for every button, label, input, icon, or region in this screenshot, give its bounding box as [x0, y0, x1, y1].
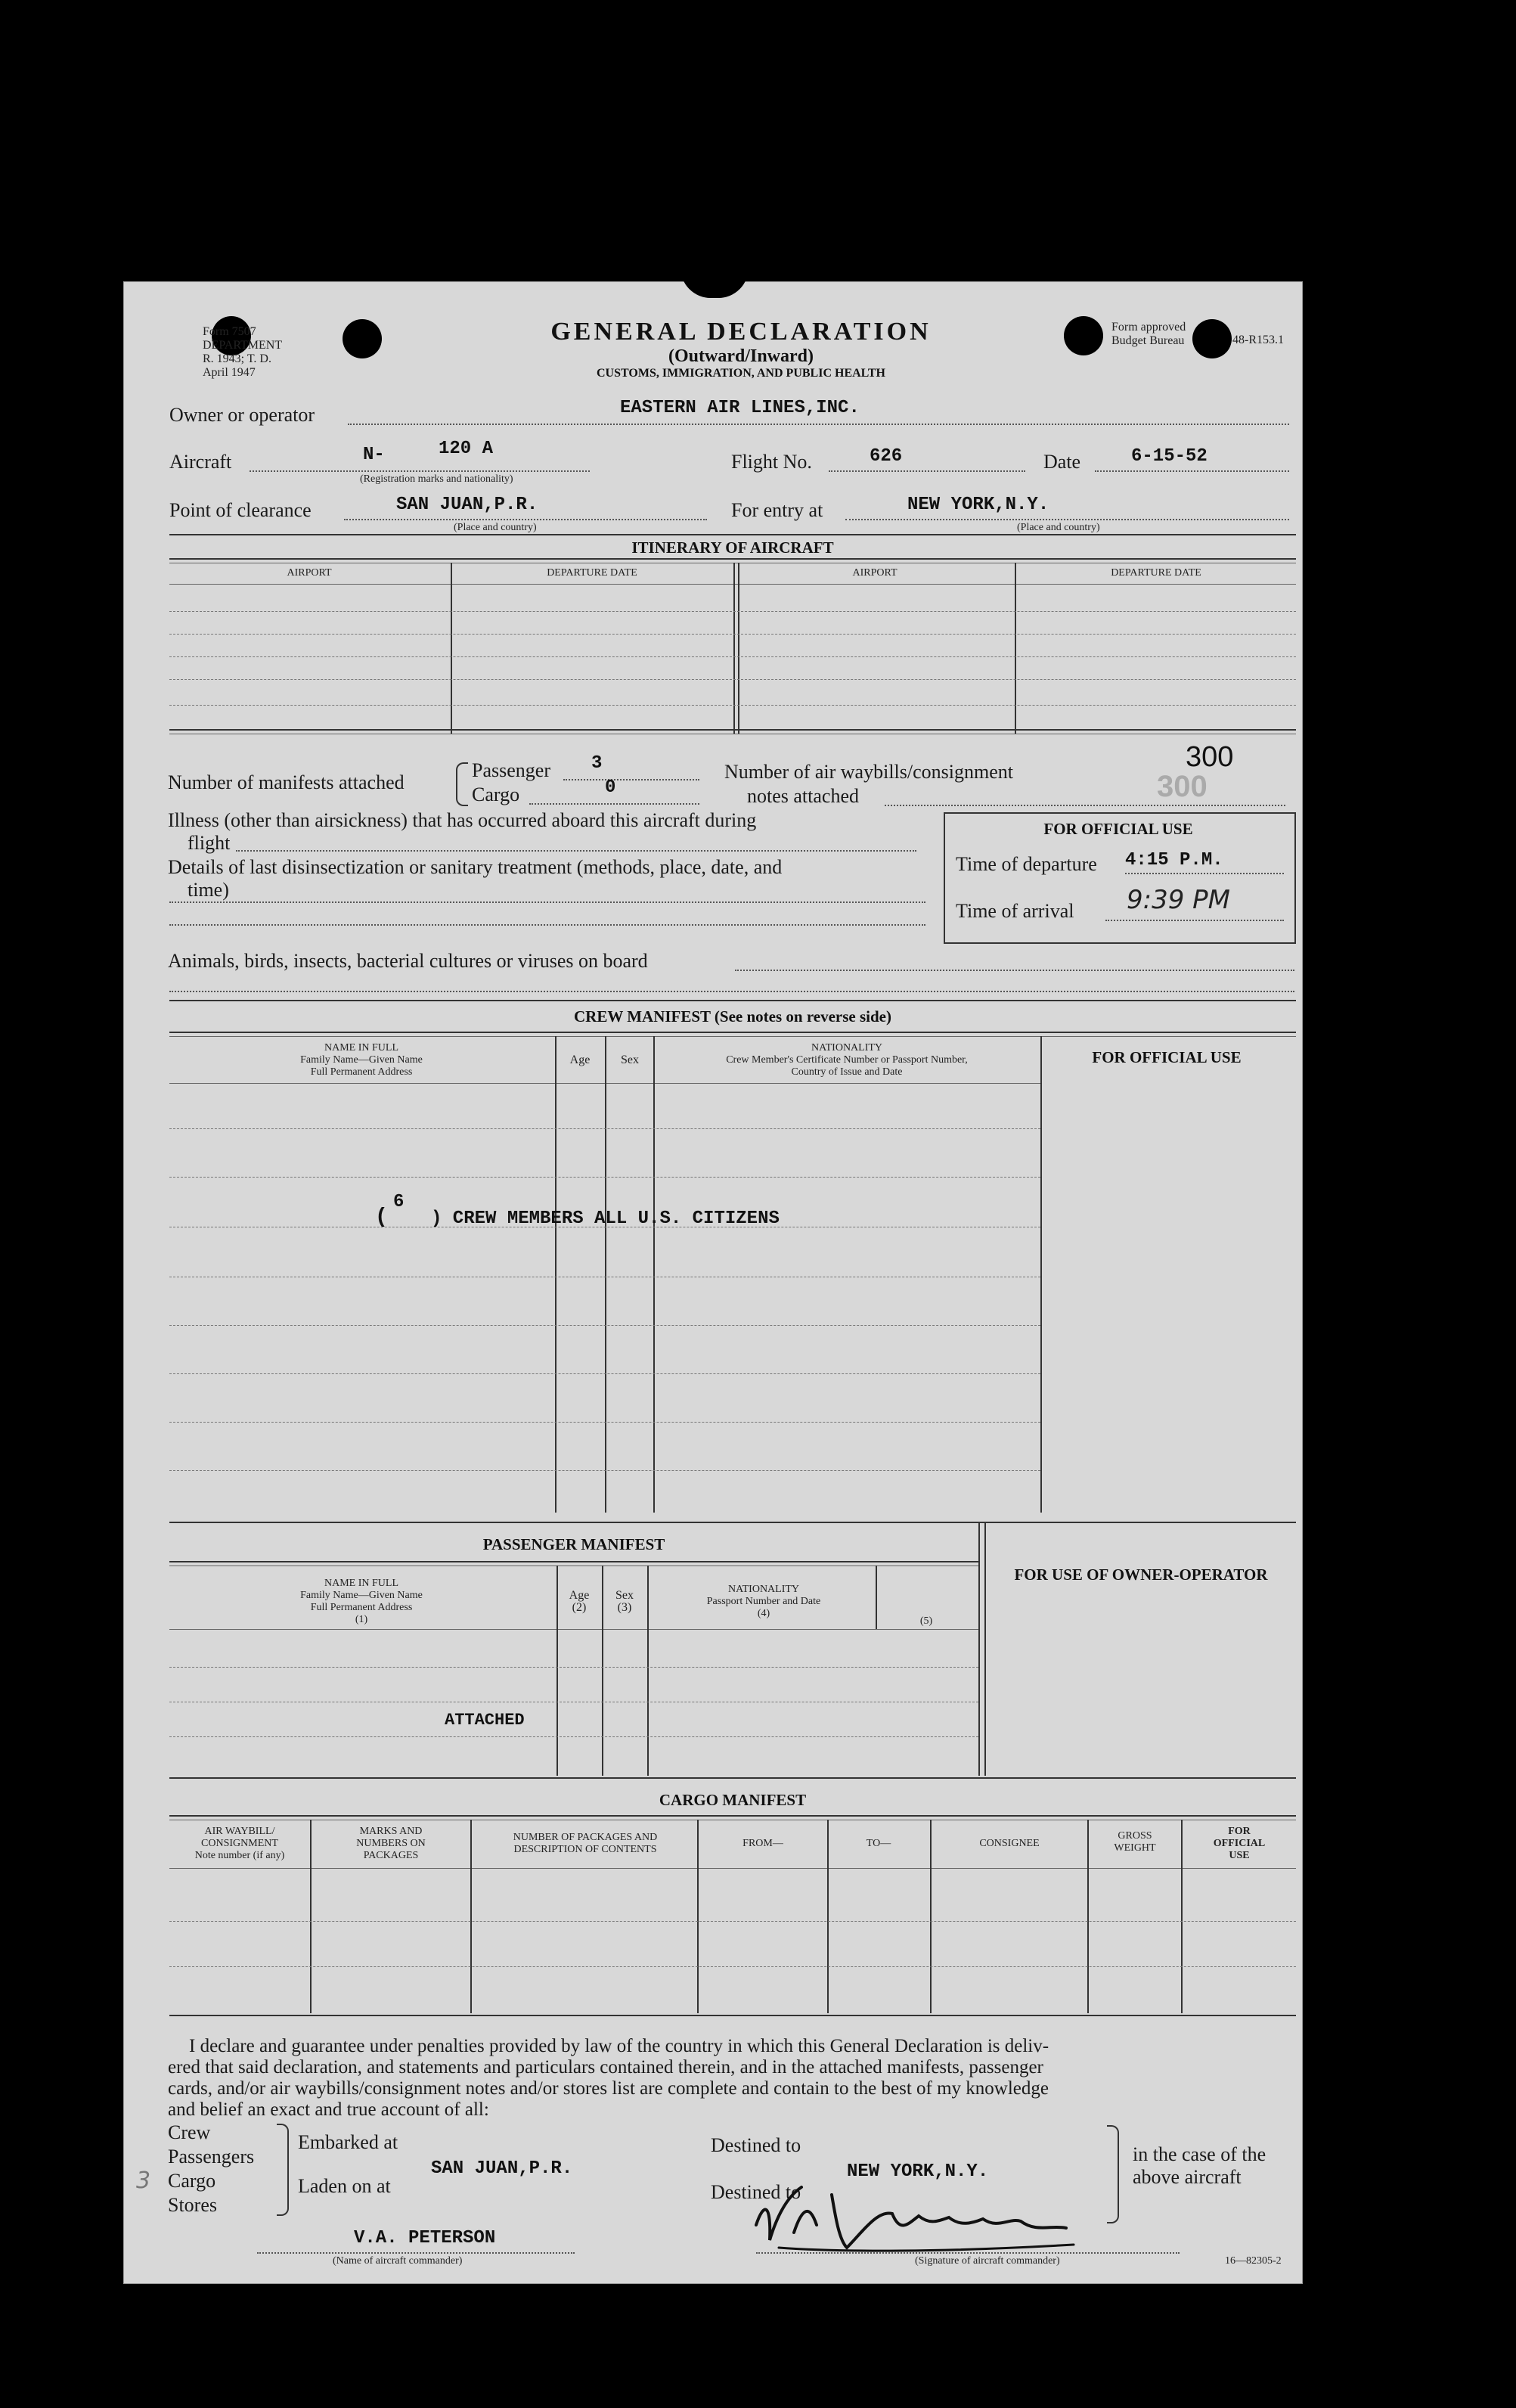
cargo-col-waybill-3: Note number (if any) [194, 1850, 285, 1861]
entry-value: NEW YORK,N.Y. [907, 495, 1049, 515]
declaration-line-4: and belief an exact and true account of all: [168, 2099, 489, 2120]
cargo-col-consignee: CONSIGNEE [979, 1838, 1040, 1849]
crew-col-sex: Sex [621, 1054, 639, 1066]
declaration-line-3: cards, and/or air waybills/consignment notes and/or stores list are complete and contain to the best of my knowledge [168, 2078, 1049, 2099]
date-value: 6-15-52 [1131, 446, 1208, 467]
owner-label: Owner or operator [169, 404, 315, 426]
passenger-col-nationality: NATIONALITY [727, 1584, 800, 1595]
destined-label-2: Destined to [711, 2181, 801, 2203]
approval-note: Form approved [1111, 321, 1186, 334]
waybills-value: 300 [1186, 741, 1234, 773]
form-number: Form 7507 [203, 325, 256, 338]
itinerary-col-airport-2: AIRPORT [852, 567, 898, 579]
crew-entry-text: ) CREW MEMBERS ALL U.S. CITIZENS [431, 1209, 780, 1229]
form-subtitle: (Outward/Inward) [668, 346, 814, 366]
passenger-col-age: Age [569, 1589, 590, 1602]
cargo-col-packages-2: DESCRIPTION OF CONTENTS [513, 1844, 657, 1855]
punch-hole [343, 319, 382, 358]
commander-name-caption: (Name of aircraft commander) [333, 2255, 463, 2267]
cargo-col-official-2: OFFICIAL [1213, 1838, 1266, 1849]
manifests-brace [456, 762, 468, 806]
cargo-col-packages: NUMBER OF PACKAGES AND [513, 1832, 658, 1843]
case-note-2: above aircraft [1133, 2166, 1242, 2188]
crew-col-name-2: Family Name—Given Name [300, 1054, 423, 1066]
clearance-label: Point of clearance [169, 499, 312, 521]
official-use-title: FOR OFFICIAL USE [1043, 820, 1193, 838]
cargo-col-to: TO— [866, 1838, 891, 1849]
cargo-col-marks: MARKS AND [359, 1826, 423, 1837]
passenger-col-name: NAME IN FULL [324, 1578, 398, 1589]
arrival-time-value: 9:39 PM [1127, 885, 1230, 915]
waybills-stamp: 300 [1157, 770, 1208, 803]
manifests-label: Number of manifests attached [168, 771, 405, 793]
aircraft-prefix: N- [363, 445, 385, 465]
entry-label: For entry at [731, 499, 823, 521]
crew-col-age: Age [569, 1054, 591, 1066]
passenger-col-name-number: (1) [355, 1614, 368, 1625]
margin-mark: 3 [136, 2168, 151, 2194]
embarked-label: Embarked at [298, 2131, 398, 2153]
cargo-col-marks-2: NUMBERS ON [356, 1838, 426, 1849]
aircraft-label: Aircraft [169, 451, 232, 473]
department: DEPARTMENT [203, 339, 283, 352]
cargo-col-waybill: AIR WAYBILL/ [204, 1826, 275, 1837]
aircraft-value: 120 A [439, 439, 494, 459]
owner-value: EASTERN AIR LINES,INC. [620, 398, 860, 418]
passenger-manifest-title: PASSENGER MANIFEST [482, 1535, 665, 1553]
punch-hole [1192, 319, 1232, 358]
laden-label: Laden on at [298, 2175, 391, 2197]
crew-entry-count: 6 [393, 1192, 405, 1212]
waybills-label: Number of air waybills/consignment [724, 761, 1013, 783]
passenger-col-name-3: Full Permanent Address [310, 1602, 413, 1613]
itinerary-title: ITINERARY OF AIRCRAFT [631, 538, 834, 557]
budget-bureau: Budget Bureau [1111, 334, 1185, 347]
case-note: in the case of the [1133, 2143, 1266, 2165]
treasury-reference: R. 1943; T. D. [203, 352, 271, 365]
disinsect-label: Details of last disinsectization or sanitary treatment (methods, place, date, and [168, 856, 783, 878]
destination-brace [1107, 2125, 1119, 2223]
agencies: CUSTOMS, IMMIGRATION, AND PUBLIC HEALTH [597, 367, 885, 380]
punch-hole [1064, 316, 1103, 355]
cargo-col-waybill-2: CONSIGNMENT [201, 1838, 278, 1849]
cargo-count-label: Cargo [472, 784, 520, 805]
clearance-value: SAN JUAN,P.R. [396, 495, 538, 515]
form-title: GENERAL DECLARATION [550, 318, 932, 346]
revision-date: April 1947 [203, 366, 256, 379]
declaration-line-1: I declare and guarantee under penalties provided by law of the country in which this General Declaration is deliv- [189, 2036, 1049, 2056]
passenger-count-value: 3 [591, 753, 603, 774]
footer-cargo: Cargo [168, 2170, 216, 2192]
footer-crew: Crew [168, 2121, 211, 2143]
cargo-col-weight: GROSS [1118, 1830, 1152, 1842]
cargo-count-value: 0 [605, 777, 616, 798]
cargo-col-marks-3: PACKAGES [363, 1850, 419, 1861]
passenger-count-label: Passenger [472, 759, 550, 781]
budget-number: 48-R153.1 [1232, 334, 1284, 346]
passenger-col-sex: Sex [615, 1589, 634, 1602]
clearance-note: (Place and country) [454, 522, 537, 533]
cargo-col-from: FROM— [742, 1838, 783, 1849]
crew-col-name-3: Full Permanent Address [310, 1066, 413, 1078]
owner-operator-use: FOR USE OF OWNER-OPERATOR [1014, 1566, 1268, 1584]
footer-stores: Stores [168, 2194, 217, 2216]
declaration-line-2: ered that said declaration, and statements and particulars contained therein, and in the attached manifests, passenger [168, 2057, 1043, 2078]
entry-note: (Place and country) [1017, 522, 1100, 533]
illness-label: Illness (other than airsickness) that has occurred aboard this aircraft during [168, 809, 757, 831]
itinerary-col-departure-1: DEPARTURE DATE [547, 567, 637, 579]
crew-col-nationality-2: Crew Member's Certificate Number or Passport Number, [726, 1054, 968, 1066]
declaration-form [123, 281, 1303, 2284]
passenger-col-nationality-number: (4) [757, 1608, 770, 1619]
illness-label-2: flight [188, 832, 231, 854]
cargo-manifest-title: CARGO MANIFEST [659, 1791, 807, 1809]
crew-col-nationality-3: Country of Issue and Date [791, 1066, 903, 1078]
flight-label: Flight No. [731, 451, 812, 473]
arrival-time-label: Time of arrival [956, 900, 1074, 922]
passenger-entry: ATTACHED [445, 1711, 525, 1730]
destined-value: NEW YORK,N.Y. [847, 2161, 989, 2182]
waybills-label-2: notes attached [747, 785, 859, 807]
crew-col-nationality: NATIONALITY [811, 1042, 883, 1054]
cargo-col-official-3: USE [1229, 1850, 1250, 1861]
commander-name: V.A. PETERSON [354, 2228, 496, 2248]
passenger-col-sex-number: (3) [617, 1601, 632, 1614]
itinerary-col-airport-1: AIRPORT [287, 567, 332, 579]
date-label: Date [1043, 451, 1081, 473]
aircraft-note: (Registration marks and nationality) [360, 473, 513, 485]
crew-manifest-title: CREW MANIFEST (See notes on reverse side) [574, 1007, 891, 1026]
footer-brace [277, 2124, 289, 2216]
disinsect-label-2: time) [188, 879, 229, 901]
commander-signature [749, 2180, 1096, 2263]
passenger-col-nationality-2: Passport Number and Date [706, 1596, 821, 1607]
print-code: 16—82305-2 [1225, 2255, 1282, 2267]
footer-passengers: Passengers [168, 2146, 255, 2168]
flight-value: 626 [870, 446, 903, 467]
crew-col-name: NAME IN FULL [324, 1042, 398, 1054]
itinerary-col-departure-2: DEPARTURE DATE [1111, 567, 1201, 579]
passenger-col-5: (5) [919, 1615, 933, 1627]
cargo-col-official: FOR [1228, 1826, 1251, 1837]
animals-label: Animals, birds, insects, bacterial cultures or viruses on board [168, 950, 648, 972]
laden-value: SAN JUAN,P.R. [431, 2158, 573, 2179]
passenger-col-age-number: (2) [572, 1601, 587, 1614]
departure-time-label: Time of departure [956, 853, 1097, 875]
signature-caption: (Signature of aircraft commander) [915, 2255, 1060, 2267]
destined-label: Destined to [711, 2134, 801, 2156]
crew-entry-open: ( [375, 1206, 388, 1229]
passenger-col-name-2: Family Name—Given Name [300, 1590, 423, 1601]
crew-col-official: FOR OFFICIAL USE [1092, 1048, 1242, 1066]
cargo-col-weight-2: WEIGHT [1114, 1842, 1156, 1854]
departure-time-value: 4:15 P.M. [1125, 850, 1223, 870]
